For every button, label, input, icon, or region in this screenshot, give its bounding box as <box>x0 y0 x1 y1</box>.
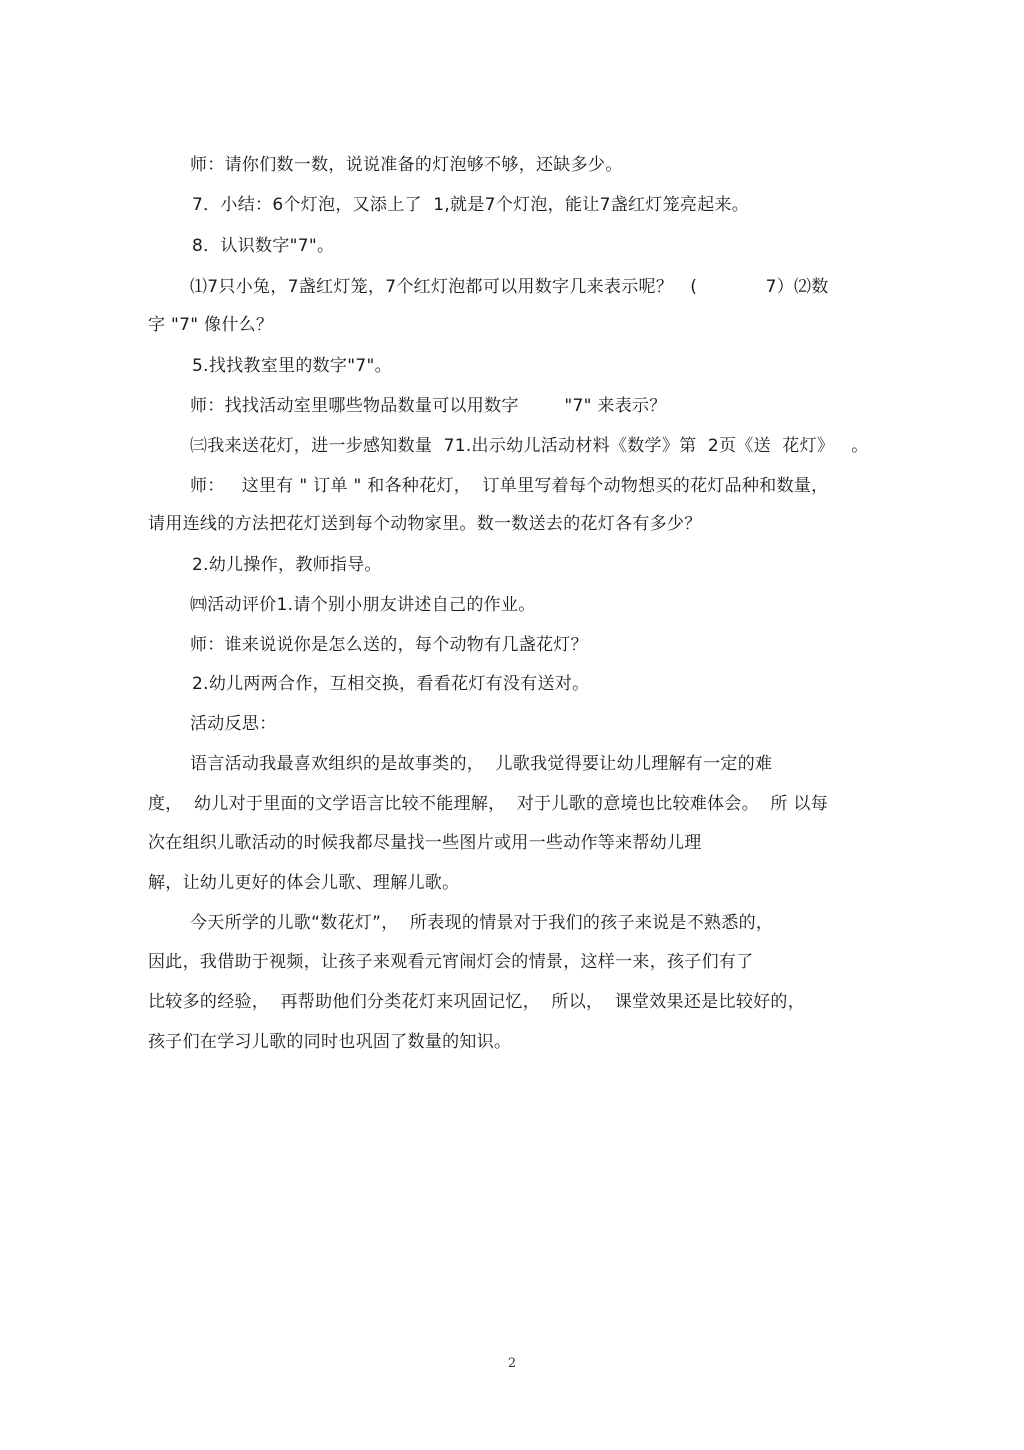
text-line: 师：谁来说说你是怎么送的，每个动物有几盏花灯？ <box>190 635 588 655</box>
text-line: 2.幼儿两两合作，互相交换，看看花灯有没有送对。 <box>192 674 590 694</box>
text-line: 解，让幼儿更好的体会儿歌、理解儿歌。 <box>148 873 460 893</box>
text-line: 次在组织儿歌活动的时候我都尽量找一些图片或用一些动作等来帮幼儿理 <box>148 833 702 853</box>
text-line: 度， 幼儿对于里面的文学语言比较不能理解， 对于儿歌的意境也比较难体会。 所 以每 <box>148 794 829 814</box>
text-line: 活动反思： <box>190 714 277 734</box>
text-line: 师：请你们数一数，说说准备的灯泡够不够，还缺多少。 <box>190 155 623 175</box>
text-line: 因此，我借助于视频，让孩子来观看元宵闹灯会的情景，这样一来，孩子们有了 <box>148 952 754 972</box>
text-line: 字 "7" 像什么？ <box>148 315 274 335</box>
text-line: ㈣活动评价1.请个别小朋友讲述自己的作业。 <box>190 595 536 615</box>
text-line: 师： 这里有 " 订单 " 和各种花灯， 订单里写着每个动物想买的花灯品种和数量， <box>190 476 829 496</box>
text-line: ⑴7只小兔，7盏红灯笼，7个红灯泡都可以用数字几来表示呢？ ( 7）⑵数 <box>190 277 829 297</box>
page-number: 2 <box>507 1356 517 1371</box>
text-line: 7．小结：6个灯泡，又添上了 1,就是7个灯泡，能让7盏红灯笼亮起来。 <box>192 195 750 215</box>
text-line: ㈢我来送花灯，进一步感知数量 71.出示幼儿活动材料《数学》第 2页《送 花灯》 。 <box>190 436 869 456</box>
text-line: 2.幼儿操作，教师指导。 <box>192 555 382 575</box>
text-line: 8．认识数字"7"。 <box>192 236 335 256</box>
text-line: 孩子们在学习儿歌的同时也巩固了数量的知识。 <box>148 1032 512 1052</box>
text-line: 5.找找教室里的数字"7"。 <box>192 356 392 376</box>
text-line: 今天所学的儿歌“数花灯”， 所表现的情景对于我们的孩子来说是不熟悉的， <box>190 913 774 933</box>
text-line: 比较多的经验， 再帮助他们分类花灯来巩固记忆， 所以， 课堂效果还是比较好的， <box>148 992 806 1012</box>
text-line: 师：找找活动室里哪些物品数量可以用数字 "7" 来表示？ <box>190 396 667 416</box>
text-line: 语言活动我最喜欢组织的是故事类的， 儿歌我觉得要让幼儿理解有一定的难 <box>190 754 773 774</box>
text-line: 请用连线的方法把花灯送到每个动物家里。数一数送去的花灯各有多少？ <box>148 514 702 534</box>
